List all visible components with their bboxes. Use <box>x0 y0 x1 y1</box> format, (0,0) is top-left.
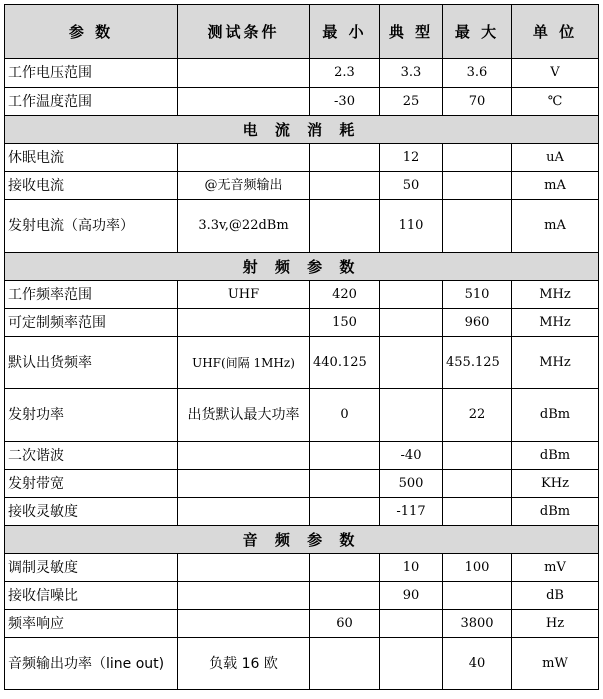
param-unit: ℃ <box>512 88 599 116</box>
param-typ: -117 <box>380 498 443 526</box>
param-max <box>443 498 512 526</box>
param-typ: 50 <box>380 172 443 200</box>
param-min: 420 <box>310 281 380 309</box>
param-min <box>310 638 380 690</box>
param-condition <box>178 88 310 116</box>
param-unit: mA <box>512 200 599 253</box>
table-row <box>5 498 599 526</box>
header-param: 参 数 <box>5 5 178 59</box>
param-condition <box>178 309 310 337</box>
param-min <box>310 200 380 253</box>
param-condition <box>178 554 310 582</box>
param-condition: UHF <box>178 281 310 309</box>
table-row <box>5 59 599 88</box>
param-unit: dBm <box>512 498 599 526</box>
param-unit: MHz <box>512 309 599 337</box>
section-row-audio <box>5 526 599 554</box>
param-condition: 出货默认最大功率 <box>178 389 310 442</box>
param-name: 发射功率 <box>5 389 178 442</box>
param-condition: 3.3v,@22dBm <box>178 200 310 253</box>
param-name: 工作温度范围 <box>5 88 178 116</box>
table-row <box>5 337 599 389</box>
param-max <box>443 582 512 610</box>
param-min <box>310 554 380 582</box>
param-condition <box>178 442 310 470</box>
param-name: 发射电流（高功率） <box>5 200 178 253</box>
param-condition <box>178 610 310 638</box>
param-name: 调制灵敏度 <box>5 554 178 582</box>
param-min <box>310 172 380 200</box>
param-typ: 110 <box>380 200 443 253</box>
param-typ: 25 <box>380 88 443 116</box>
table-row <box>5 309 599 337</box>
header-unit: 单 位 <box>512 5 599 59</box>
param-name: 音频输出功率（line out) <box>5 638 178 690</box>
param-typ: -40 <box>380 442 443 470</box>
section-row-power <box>5 116 599 144</box>
param-name: 工作电压范围 <box>5 59 178 88</box>
table-row <box>5 172 599 200</box>
param-typ <box>380 610 443 638</box>
param-max <box>443 470 512 498</box>
param-unit: mV <box>512 554 599 582</box>
param-unit: dBm <box>512 442 599 470</box>
param-condition <box>178 498 310 526</box>
header-row <box>5 5 599 59</box>
table-row <box>5 389 599 442</box>
spec-table <box>4 4 599 690</box>
param-condition <box>178 144 310 172</box>
param-min: -30 <box>310 88 380 116</box>
param-unit: dBm <box>512 389 599 442</box>
param-typ <box>380 337 443 389</box>
param-max: 70 <box>443 88 512 116</box>
section-title-audio: 音 频 参 数 <box>5 526 599 554</box>
header-min: 最 小 <box>310 5 380 59</box>
param-max <box>443 442 512 470</box>
param-max: 510 <box>443 281 512 309</box>
param-condition: 负载 16 欧 <box>178 638 310 690</box>
param-name: 接收信噪比 <box>5 582 178 610</box>
param-min <box>310 498 380 526</box>
param-min <box>310 470 380 498</box>
param-name: 接收电流 <box>5 172 178 200</box>
param-name: 接收灵敏度 <box>5 498 178 526</box>
param-typ <box>380 389 443 442</box>
table-row <box>5 88 599 116</box>
param-unit: mA <box>512 172 599 200</box>
param-name: 休眠电流 <box>5 144 178 172</box>
header-typ: 典 型 <box>380 5 443 59</box>
section-title-power: 电 流 消 耗 <box>5 116 599 144</box>
section-title-rf: 射 频 参 数 <box>5 253 599 281</box>
param-name: 工作频率范围 <box>5 281 178 309</box>
param-name: 默认出货频率 <box>5 337 178 389</box>
param-unit: dB <box>512 582 599 610</box>
param-max: 3800 <box>443 610 512 638</box>
header-max: 最 大 <box>443 5 512 59</box>
param-unit: KHz <box>512 470 599 498</box>
table-row <box>5 638 599 690</box>
param-max <box>443 144 512 172</box>
param-name: 二次谐波 <box>5 442 178 470</box>
param-name: 可定制频率范围 <box>5 309 178 337</box>
param-typ: 90 <box>380 582 443 610</box>
param-condition <box>178 582 310 610</box>
param-typ <box>380 281 443 309</box>
param-unit: mW <box>512 638 599 690</box>
param-min <box>310 582 380 610</box>
param-condition <box>178 470 310 498</box>
table-row <box>5 442 599 470</box>
param-max: 3.6 <box>443 59 512 88</box>
param-unit: Hz <box>512 610 599 638</box>
param-condition <box>178 59 310 88</box>
param-min: 60 <box>310 610 380 638</box>
param-typ: 500 <box>380 470 443 498</box>
param-typ: 3.3 <box>380 59 443 88</box>
header-condition: 测试条件 <box>178 5 310 59</box>
param-typ <box>380 309 443 337</box>
param-unit: uA <box>512 144 599 172</box>
param-max <box>443 200 512 253</box>
table-row <box>5 281 599 309</box>
param-min: 440.125 <box>310 337 380 389</box>
param-min: 0 <box>310 389 380 442</box>
param-max: 100 <box>443 554 512 582</box>
param-min <box>310 442 380 470</box>
param-typ <box>380 638 443 690</box>
param-unit: MHz <box>512 281 599 309</box>
param-max: 455.125 <box>443 337 512 389</box>
param-max <box>443 172 512 200</box>
table-row <box>5 610 599 638</box>
table-row <box>5 200 599 253</box>
param-name: 频率响应 <box>5 610 178 638</box>
param-unit: MHz <box>512 337 599 389</box>
param-min <box>310 144 380 172</box>
param-min: 2.3 <box>310 59 380 88</box>
param-unit: V <box>512 59 599 88</box>
param-typ: 12 <box>380 144 443 172</box>
param-condition: @无音频输出 <box>178 172 310 200</box>
table-row <box>5 554 599 582</box>
param-max: 40 <box>443 638 512 690</box>
param-max: 22 <box>443 389 512 442</box>
param-min: 150 <box>310 309 380 337</box>
section-row-rf <box>5 253 599 281</box>
table-row <box>5 582 599 610</box>
param-typ: 10 <box>380 554 443 582</box>
param-condition: UHF(间隔 1MHz) <box>178 337 310 389</box>
table-row <box>5 144 599 172</box>
param-name: 发射带宽 <box>5 470 178 498</box>
table-row <box>5 470 599 498</box>
param-max: 960 <box>443 309 512 337</box>
